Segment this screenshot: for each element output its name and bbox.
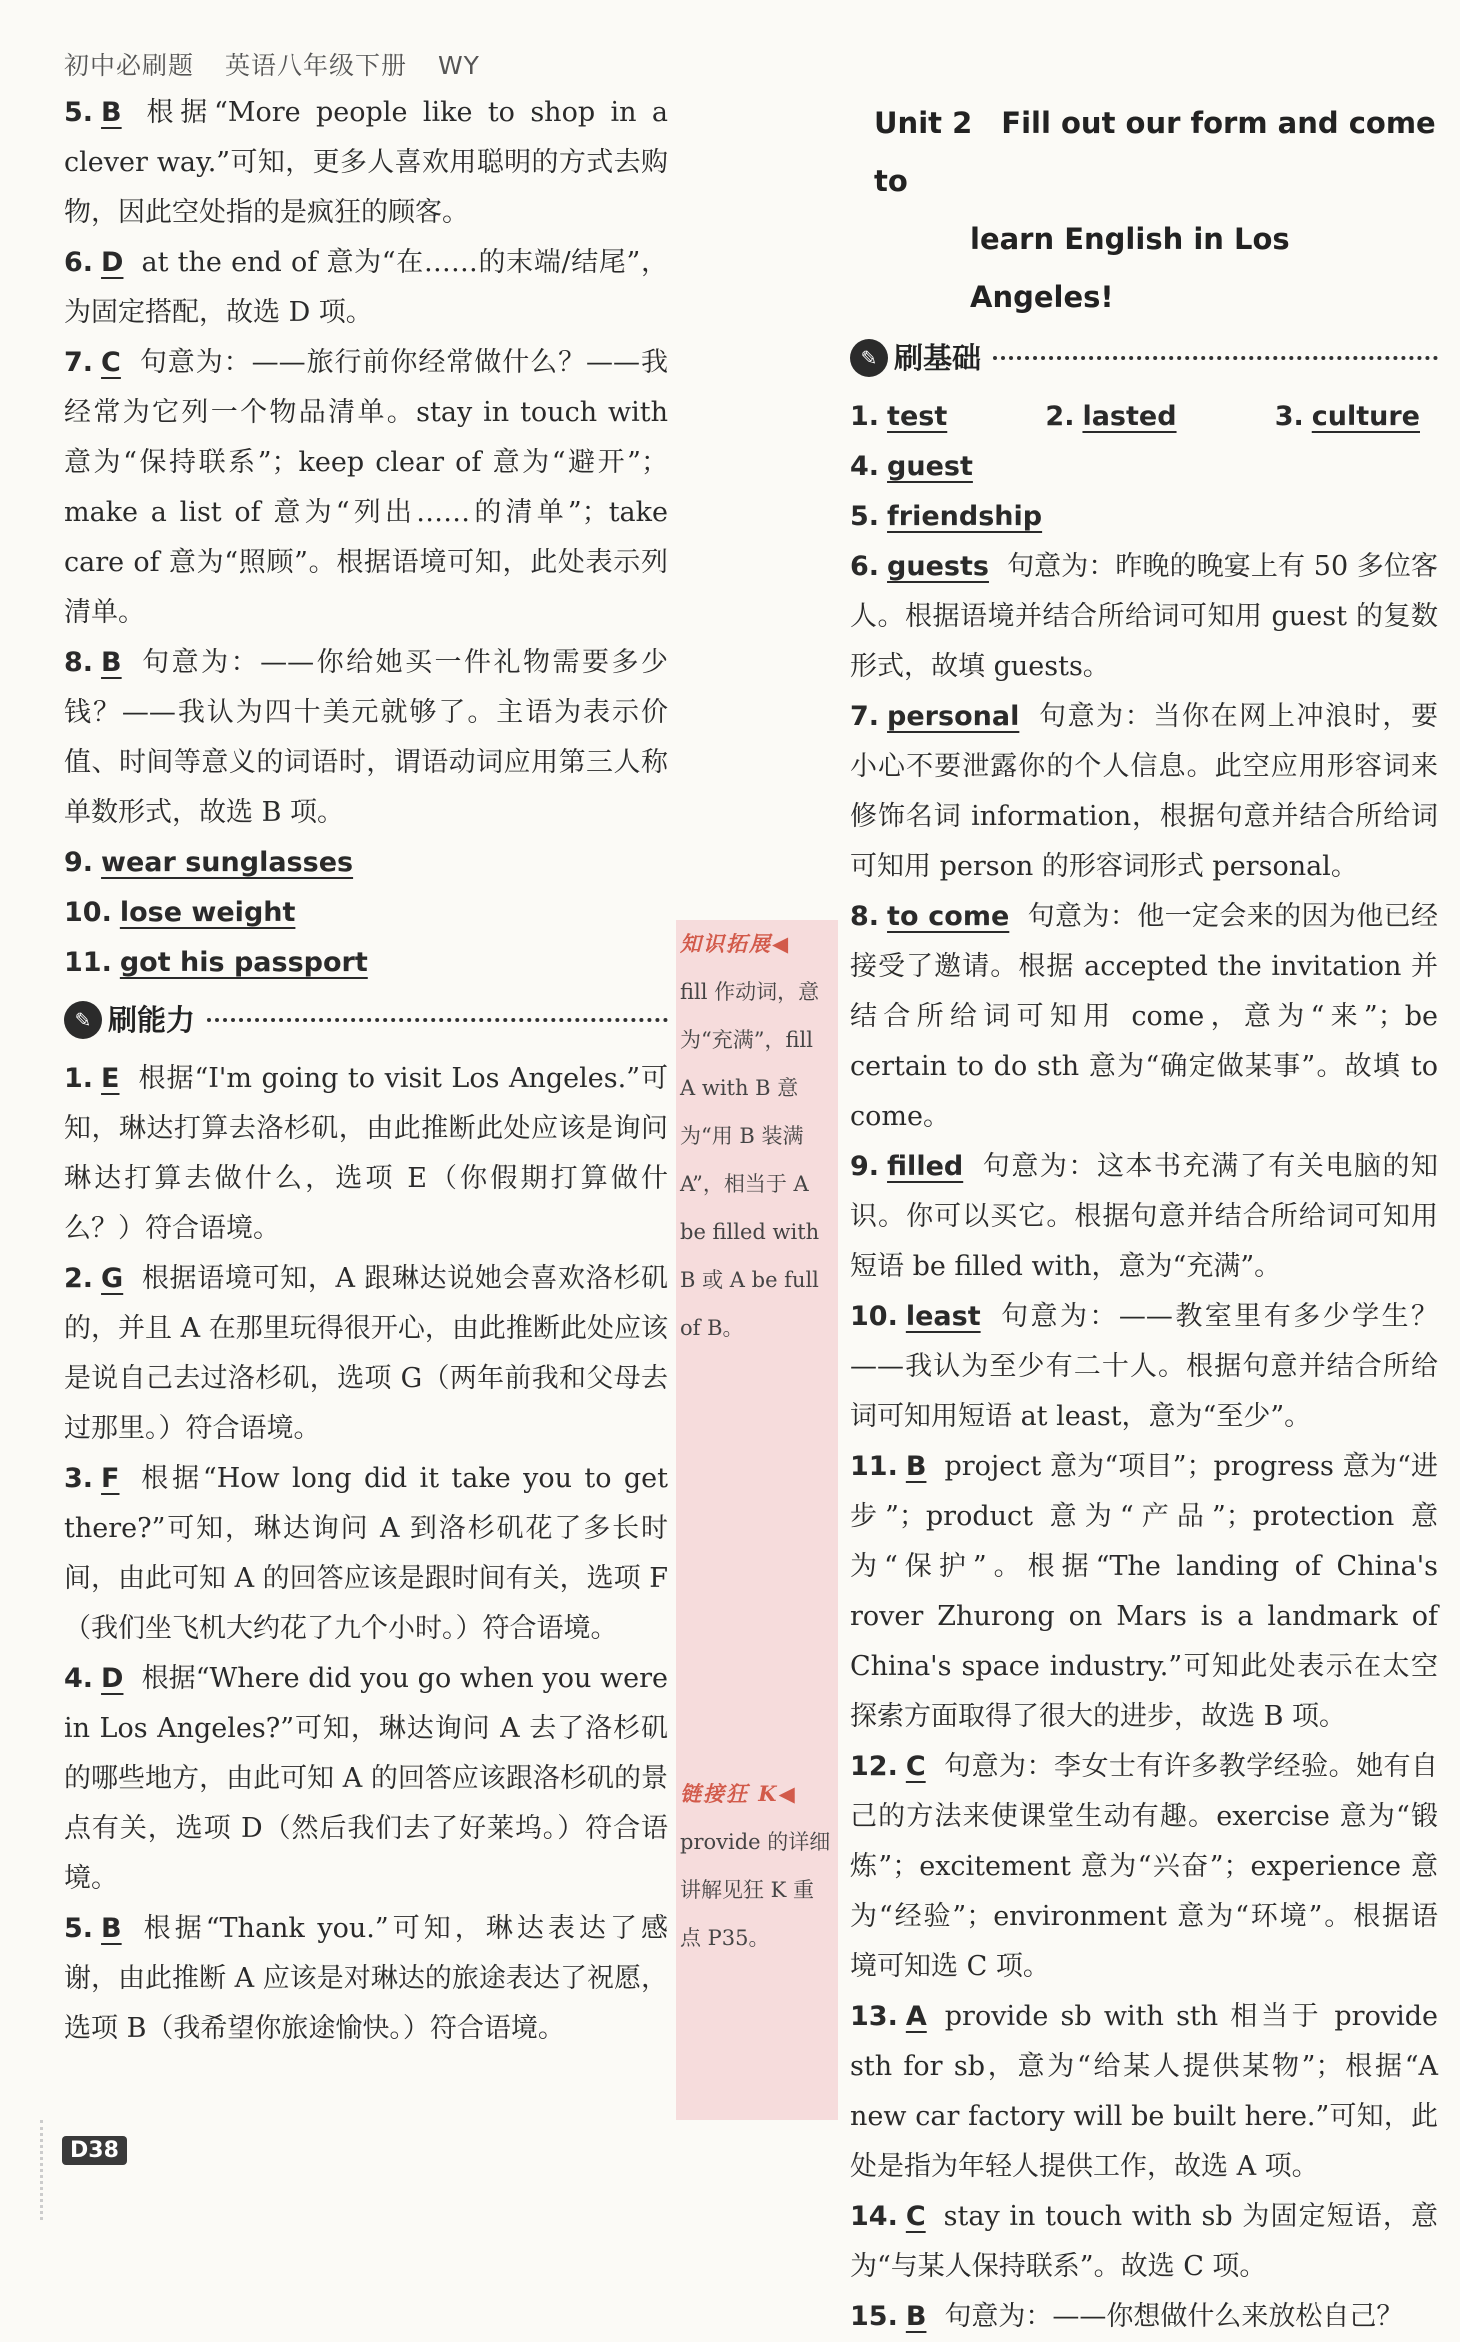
answer-item: 15. B 句意为：——你想做什么来放松自己？: [850, 2301, 1404, 2332]
answer-key: C: [905, 1751, 926, 1782]
answer-key: filled: [887, 1151, 964, 1182]
section-header-ability: [64, 992, 668, 1048]
answer-key: D: [101, 1663, 124, 1694]
answer-item: 5. friendship: [850, 501, 1043, 532]
answer-item: 13. A provide sb with sth 相当于 provide sth for sb，意为“给某人提供某物”；根据“A new car factory will be built here.”可知，此处是指为年轻人提供工作，故选 A 项。: [850, 2001, 1438, 2182]
knowledge-note: [680, 920, 832, 1352]
answer-item: 5. B 根据“More people like to shop in a clever way.”可知，更多人喜欢用聪明的方式去购物，因此空处指的是疯狂的顾客。: [64, 97, 668, 228]
link-note: [680, 1770, 832, 1962]
answer-key: G: [101, 1263, 124, 1294]
answer-key: guests: [887, 551, 989, 582]
explanation: 句意为：李女士有许多教学经验。她有自己的方法来使课堂生动有趣。exercise 意为“锻炼”；excitement 意为“兴奋”；experience 意为“经验”；environment 意为“环境”。根据语境可知选 C 项。: [850, 1751, 1438, 1982]
section-badge: [850, 333, 981, 383]
explanation: at the end of 意为“在……的末端/结尾”，为固定搭配，故选 D 项。: [64, 247, 668, 328]
answer-key: wear sunglasses: [101, 847, 354, 878]
answer-item: 11. got his passport: [64, 947, 368, 978]
answer-key: B: [905, 2301, 927, 2332]
corner-mark: [0, 2120, 43, 2220]
note-tag: 链接狂 K: [680, 1781, 779, 1806]
subject-title: 英语八年级下册: [224, 51, 407, 80]
section-badge: [64, 995, 195, 1045]
book-icon: ✎: [64, 1001, 102, 1039]
explanation: 句意为：这本书充满了有关电脑的知识。你可以买它。根据句意并结合所给词可知用短语 be filled with，意为“充满”。: [850, 1151, 1438, 1282]
explanation: 根据语境可知，A 跟琳达说她会喜欢洛杉矶的，并且 A 在那里玩得很开心，由此推断此处应该是说自己去过洛杉矶，选项 G（两年前我和父母去过那里。）符合语境。: [64, 1263, 668, 1444]
page-number: D38: [62, 2136, 127, 2165]
section-label: 刷基础: [894, 341, 982, 375]
explanation: stay in touch with sb 为固定短语，意为“与某人保持联系”。故选 C 项。: [850, 2201, 1438, 2282]
answer-key: guest: [887, 451, 973, 482]
answer-key: test: [887, 401, 948, 432]
explanation: 句意为：——你给她买一件礼物需要多少钱？——我认为四十美元就够了。主语为表示价值、时间等意义的词语时，谓语动词应用第三人称单数形式，故选 B 项。: [64, 647, 668, 828]
answer-key: B: [101, 97, 122, 128]
explanation: 句意为：——教室里有多少学生？——我认为至少有二十人。根据句意并结合所给词可知用短语 at least，意为“至少”。: [850, 1301, 1438, 1432]
explanation: 根据“Thank you.”可知，琳达表达了感谢，由此推断 A 应该是对琳达的旅途表达了祝愿，选项 B（我希望你旅途愉快。）符合语境。: [64, 1913, 668, 2044]
explanation: 句意为：昨晚的晚宴上有 50 多位客人。根据语境并结合所给词可知用 guest 的复数形式，故填 guests。: [850, 551, 1438, 682]
answer-key: C: [905, 2201, 926, 2232]
dotted-divider: [993, 356, 1438, 360]
answer-key: F: [101, 1463, 120, 1494]
answer-item: 4. D 根据“Where did you go when you were in Los Angeles?”可知，琳达询问 A 去了洛杉矶的哪些地方，由此可知 A 的回答应该跟洛杉矶的景点有关，选项 D（然后我们去了好莱坞。）符合语境。: [64, 1663, 668, 1894]
answer-item: 2. G 根据语境可知，A 跟琳达说她会喜欢洛杉矶的，并且 A 在那里玩得很开心，由此推断此处应该是说自己去过洛杉矶，选项 G（两年前我和父母去过那里。）符合语境。: [64, 1263, 668, 1444]
answer-row: 1. test 2. lasted 3. culture 4. guest: [850, 401, 1420, 482]
answer-key: B: [905, 1451, 927, 1482]
answer-item: 5. B 根据“Thank you.”可知，琳达表达了感谢，由此推断 A 应该是对琳达的旅途表达了祝愿，选项 B（我希望你旅途愉快。）符合语境。: [64, 1913, 668, 2044]
answer-key: B: [101, 1913, 122, 1944]
answer-key: personal: [887, 701, 1020, 732]
answer-key: got his passport: [119, 947, 368, 978]
answer-item: 3. F 根据“How long did it take you to get there?”可知，琳达询问 A 到洛杉矶花了多长时间，由此可知 A 的回答应该是跟时间有关，选项 F（我们坐飞机大约花了九个小时。）符合语境。: [64, 1463, 668, 1644]
explanation: project 意为“项目”；progress 意为“进步”；product 意为“产品”；protection 意为“保护”。根据“The landing of China's rover Zhurong on Mars is a landmark of China's space industry.”可知此处表示在太空探索方面取得了很大的进步，故选 B 项。: [850, 1451, 1438, 1732]
answer-item: 9. filled 句意为：这本书充满了有关电脑的知识。你可以买它。根据句意并结合所给词可知用短语 be filled with，意为“充满”。: [850, 1151, 1438, 1282]
explanation: 句意为：——你想做什么来放松自己？: [944, 2301, 1404, 2332]
left-column: [64, 88, 668, 2054]
answer-item: 10. least 句意为：——教室里有多少学生？——我认为至少有二十人。根据句意并结合所给词可知用短语 at least，意为“至少”。: [850, 1301, 1438, 1432]
answer-key: friendship: [887, 501, 1043, 532]
answer-item: 7. personal 句意为：当你在网上冲浪时，要小心不要泄露你的个人信息。此空应用形容词来修饰名词 information，根据句意并结合所给词可知用 person 的形容词形式 personal。: [850, 701, 1438, 882]
answer-item: 14. C stay in touch with sb 为固定短语，意为“与某人保持联系”。故选 C 项。: [850, 2201, 1438, 2282]
explanation: provide sb with sth 相当于 provide sth for sb，意为“给某人提供某物”；根据“A new car factory will be built here.”可知，此处是指为年轻人提供工作，故选 A 项。: [850, 2001, 1438, 2182]
answer-key: least: [905, 1301, 981, 1332]
unit-title-line2: learn English in Los Angeles!: [970, 222, 1290, 314]
unit-title: [874, 94, 1438, 326]
answer-key: lasted: [1082, 401, 1177, 432]
explanation: 句意为：他一定会来的因为他已经接受了邀请。根据 accepted the invitation 并结合所给词可知用 come，意为“来”；be certain to do sth 意为“确定做某事”。故填 to come。: [850, 901, 1439, 1132]
section-header-basic: [850, 330, 1438, 386]
explanation: 根据“How long did it take you to get there?”可知，琳达询问 A 到洛杉矶花了多长时间，由此可知 A 的回答应该是跟时间有关，选项 F（我们坐飞机大约花了九个小时。）符合语境。: [64, 1463, 668, 1644]
answer-item: 11. B project 意为“项目”；progress 意为“进步”；product 意为“产品”；protection 意为“保护”。根据“The landing of China's rover Zhurong on Mars is a landmark of China's space industry.”可知此处表示在太空探索方面取得了很大的进步，故选 B 项。: [850, 1451, 1438, 1732]
arrow-icon: ◀: [778, 1782, 795, 1806]
section-label: 刷能力: [108, 1003, 196, 1037]
book-icon: ✎: [850, 339, 888, 377]
book-title: 初中必刷题: [64, 51, 195, 80]
answer-item: 9. wear sunglasses: [64, 847, 354, 878]
arrow-icon: ◀: [772, 932, 789, 956]
answer-key: A: [905, 2001, 927, 2032]
explanation: 根据“Where did you go when you were in Los Angeles?”可知，琳达询问 A 去了洛杉矶的哪些地方，由此可知 A 的回答应该跟洛杉矶的景点有关，选项 D（然后我们去了好莱坞。）符合语境。: [64, 1663, 668, 1894]
answer-item: 6. guests 句意为：昨晚的晚宴上有 50 多位客人。根据语境并结合所给词可知用 guest 的复数形式，故填 guests。: [850, 551, 1438, 682]
answer-item: 10. lose weight: [64, 897, 296, 928]
answer-key: E: [101, 1063, 120, 1094]
unit-title-line1: Unit 2 Fill out our form and come to: [874, 106, 1436, 198]
answer-key: culture: [1311, 401, 1420, 432]
note-tag: 知识拓展: [680, 931, 772, 956]
answer-key: C: [101, 347, 121, 378]
explanation: 根据“I'm going to visit Los Angeles.”可知，琳达打算去洛杉矶，由此推断此处应该是询问琳达打算去做什么，选项 E（你假期打算做什么？）符合语境。: [64, 1063, 668, 1244]
answer-key: D: [101, 247, 124, 278]
explanation: 根据“More people like to shop in a clever way.”可知，更多人喜欢用聪明的方式去购物，因此空处指的是疯狂的顾客。: [64, 97, 668, 228]
note-text: provide 的详细讲解见狂 K 重点 P35。: [680, 1830, 831, 1950]
answer-item: 8. B 句意为：——你给她买一件礼物需要多少钱？——我认为四十美元就够了。主语为表示价值、时间等意义的词语时，谓语动词应用第三人称单数形式，故选 B 项。: [64, 647, 668, 828]
answer-item: 12. C 句意为：李女士有许多教学经验。她有自己的方法来使课堂生动有趣。exercise 意为“锻炼”；excitement 意为“兴奋”；experience 意为“经验”；environment 意为“环境”。根据语境可知选 C 项。: [850, 1751, 1438, 1982]
edition-label: WY: [437, 51, 480, 80]
answer-item: 7. C 句意为：——旅行前你经常做什么？——我经常为它列一个物品清单。stay in touch with 意为“保持联系”；keep clear of 意为“避开”；make a list of 意为“列出……的清单”；take care of 意为“照顾”。根据语境可知，此处表示列清单。: [64, 347, 668, 628]
answer-item: 6. D at the end of 意为“在……的末端/结尾”，为固定搭配，故选 D 项。: [64, 247, 668, 328]
left-top-items: [64, 88, 668, 988]
answer-key: to come: [887, 901, 1010, 932]
note-text: fill 作动词，意为“充满”，fill A with B 意为“用 B 装满 A”，相当于 A be filled with B 或 A be full of B。: [680, 980, 820, 1340]
left-section-items: [64, 1054, 668, 2054]
answer-key: lose weight: [119, 897, 296, 928]
dotted-divider: [207, 1018, 668, 1022]
explanation: 句意为：当你在网上冲浪时，要小心不要泄露你的个人信息。此空应用形容词来修饰名词 information，根据句意并结合所给词可知用 person 的形容词形式 personal。: [850, 701, 1438, 882]
running-header: [64, 46, 502, 82]
answer-item: 8. to come 句意为：他一定会来的因为他已经接受了邀请。根据 accepted the invitation 并结合所给词可知用 come，意为“来”；be certain to do sth 意为“确定做某事”。故填 to come。: [850, 901, 1439, 1132]
explanation: 句意为：——旅行前你经常做什么？——我经常为它列一个物品清单。stay in touch with 意为“保持联系”；keep clear of 意为“避开”；make a list of 意为“列出……的清单”；take care of 意为“照顾”。根据语境可知，此处表示列清单。: [64, 347, 668, 628]
right-column: [850, 88, 1438, 2342]
answer-item: 1. E 根据“I'm going to visit Los Angeles.”可知，琳达打算去洛杉矶，由此推断此处应该是询问琳达打算去做什么，选项 E（你假期打算做什么？）符合语境。: [64, 1063, 668, 1244]
answer-key: B: [101, 647, 122, 678]
